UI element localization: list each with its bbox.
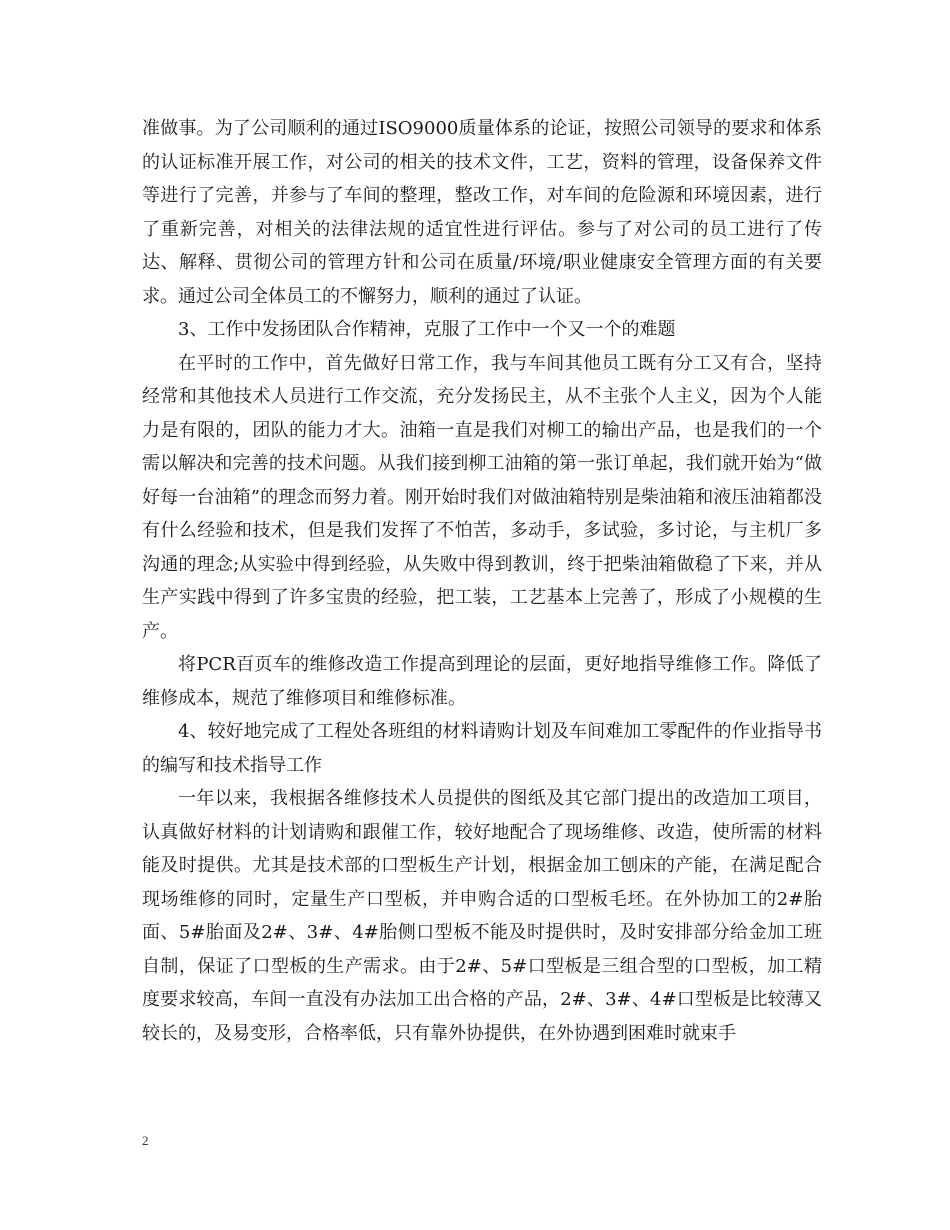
paragraph-3: 在平时的工作中，首先做好日常工作，我与车间其他员工既有分工又有合，坚持经常和其他技术人员进行工作交流，充分发扬民主，从不主张个人主义，因为个人能力是有限的，团队的能力才大。油箱一直是我们对柳工的输出产品，也是我们的一个需以解决和完善的技术问题。从我们接到柳工油箱的第一张订单起，我们就开始为“做好每一台油箱”的理念而努力着。刚开始时我们对做油箱特别是柴油箱和液压油箱都没有什么经验和技术，但是我们发挥了不怕苦，多动手，多试验，多讨论，与主机厂多沟通的理念;从实验中得到经验，从失败中得到教训，终于把柴油箱做稳了下来，并从生产实践中得到了许多宝贵的经验，把工装，工艺基本上完善了，形成了小规模的生产。 xyxy=(142,352,822,642)
paragraph-2-heading: 3、工作中发扬团队合作精神，克服了工作中一个又一个的难题 xyxy=(178,319,676,340)
page-number: 2 xyxy=(142,1133,149,1148)
paragraph-5-heading: 4、较好地完成了工程处各班组的材料请购计划及车间难加工零配件的作业指导书的编写和技术指导工作 xyxy=(142,721,822,776)
paragraph-6: 一年以来，我根据各维修技术人员提供的图纸及其它部门提出的改造加工项目，认真做好材料的计划请购和跟催工作，较好地配合了现场维修、改造，使所需的材料能及时提供。尤其是技术部的口型板生产计划，根据金加工刨床的产能，在满足配合现场维修的同时，定量生产口型板，并申购合适的口型板毛坯。在外协加工的2#胎面、5#胎面及2#、3#、4#胎侧口型板不能及时提供时，及时安排部分给金加工班自制，保证了口型板的生产需求。由于2#、5#口型板是三组合型的口型板，加工精度要求较高，车间一直没有办法加工出合格的产品，2#、3#、4#口型板是比较薄又较长的，及易变形，合格率低，只有靠外协提供，在外协遇到困难时就束手 xyxy=(142,788,822,1044)
paragraph-4: 将PCR百页车的维修改造工作提高到理论的层面，更好地指导维修工作。降低了维修成本，规范了维修项目和维修标准。 xyxy=(142,654,822,709)
paragraph-1: 准做事。为了公司顺利的通过ISO9000质量体系的论证，按照公司领导的要求和体系的认证标准开展工作，对公司的相关的技术文件，工艺，资料的管理，设备保养文件等进行了完善，并参与了车间的整理，整改工作，对车间的危险源和环境因素，进行了重新完善，对相关的法律法规的适宜性进行评估。参与了对公司的员工进行了传达、解释、贯彻公司的管理方针和公司在质量/环境/职业健康安全管理方面的有关要求。通过公司全体员工的不懈努力，顺利的通过了认证。 xyxy=(142,118,822,307)
document-body xyxy=(142,112,822,1050)
